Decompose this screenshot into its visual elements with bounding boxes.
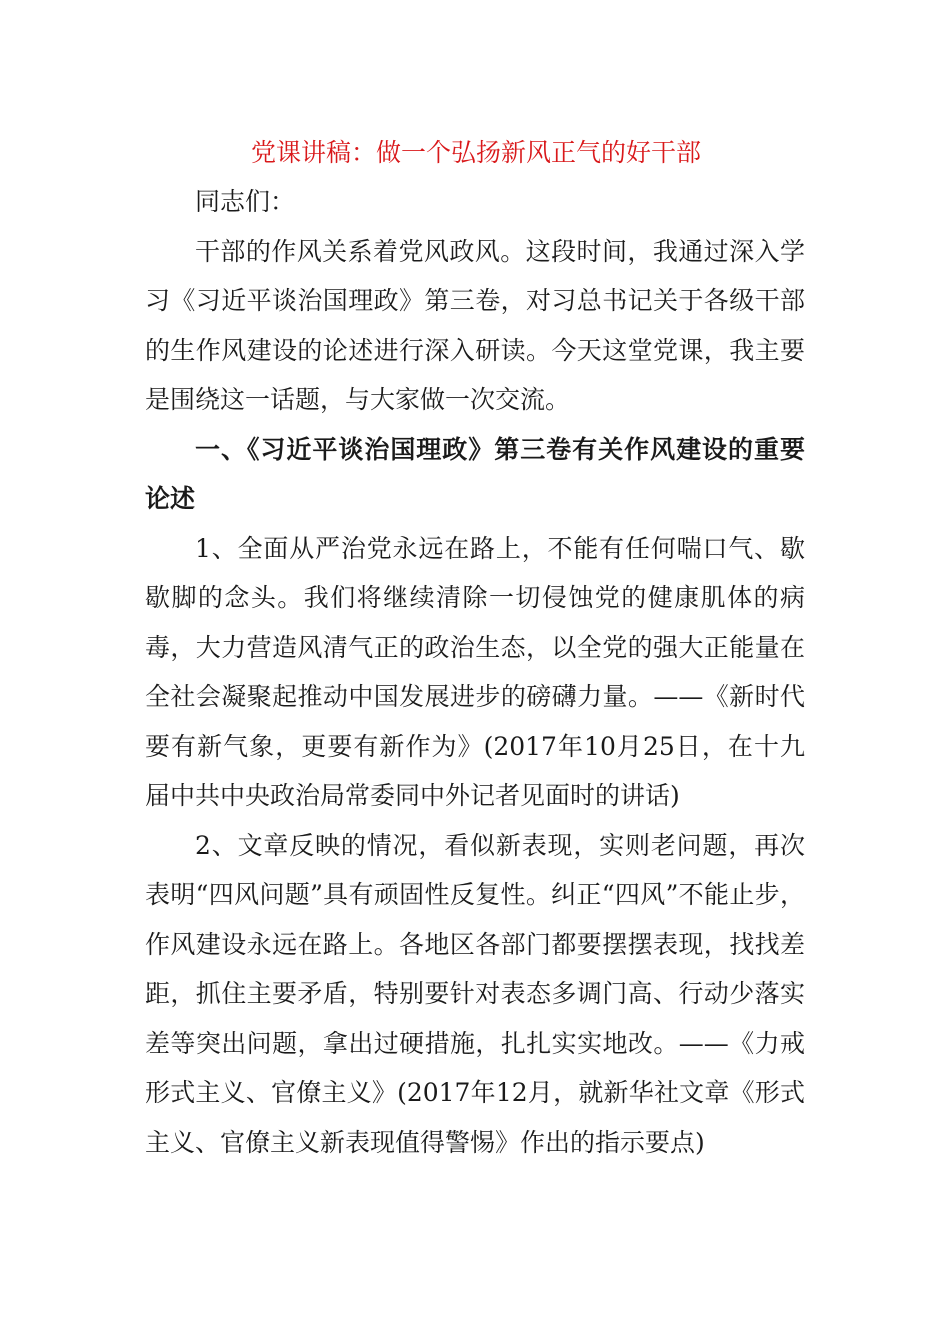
document-title: 党课讲稿：做一个弘扬新风正气的好干部 [250,138,701,167]
salutation: 同志们： [195,187,296,216]
quote-item-1: 1、全面从严治党永远在路上，不能有任何喘口气、歇歇脚的念头。我们将继续清除一切侵蚀党的健康肌体的病毒，大力营造风清气正的政治生态，以全党的强大正能量在全社会凝聚起推动中国发展进步的磅礴力量。——《新时代要有新气象，更要有新作为》(2017年10月25日，在十九届中共中央政治局常委同中外记者见面时的讲话) [145,533,805,810]
intro-paragraph: 干部的作风关系着党风政风。这段时间，我通过深入学习《习近平谈治国理政》第三卷，对习总书记关于各级干部的生作风建设的论述进行深入研读。今天这堂党课，我主要是围绕这一话题，与大家做一次交流。 [145,236,805,414]
quote-item-2: 2、文章反映的情况，看似新表现，实则老问题，再次表明“四风问题”具有顽固性反复性。纠正“四风”不能止步，作风建设永远在路上。各地区各部门都要摆摆表现，找找差距，抓住主要矛盾，特别要针对表态多调门高、行动少落实差等突出问题，拿出过硬措施，扎扎实实地改。——《力戒形式主义、官僚主义》(2017年12月，就新华社文章《形式主义、官僚主义新表现值得警惕》作出的指示要点) [145,830,805,1157]
section-heading: 一、《习近平谈治国理政》第三卷有关作风建设的重要论述 [145,434,805,513]
document-body [145,128,805,1167]
